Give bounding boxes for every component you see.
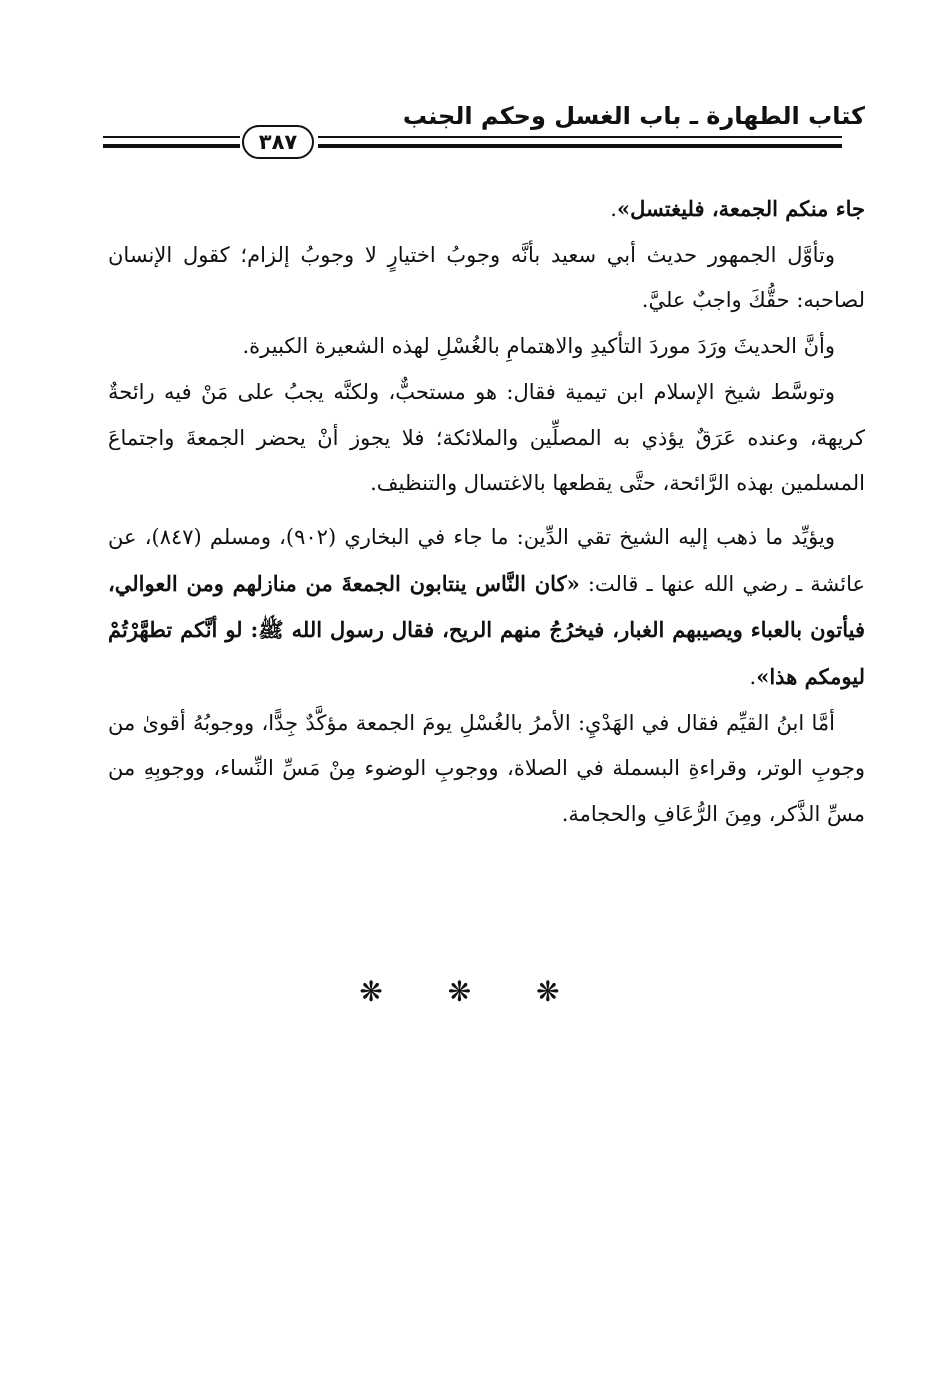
header-rule-right (318, 136, 842, 148)
paragraph-emphasis: وأنَّ الحديثَ ورَدَ موردَ التأكيدِ والاهتمامِ بالغُسْلِ لهذه الشعيرة الكبيرة. (242, 334, 835, 359)
aisha-hadith-quote: «كان النَّاس ينتابون الجمعةَ من منازلهم ومن العوالي، فيأتون بالعباء ويصيبهم الغبار، فيخرُجُ منهم الريح، فقال رسول الله ﷺ: لو أنَّكم تطهَّرْتُمْ ليومكم هذا» (108, 570, 865, 690)
hadith-quote-end: جاء منكم الجمعة، فليغتسل» (616, 196, 865, 221)
paragraph-hadith-end (108, 186, 865, 233)
paragraph-ibn-taymiyyah: وتوسَّط شيخ الإسلام ابن تيمية فقال: هو مستحبٌّ، ولكنَّه يجبُ على مَنْ فيه رائحةٌ كريهة، وعنده عَرَقٌ يؤذي به المصلِّين والملائكة؛ فلا يجوز أنْ يحضر الجمعةَ واجتماعَ المسلمين بهذه الرَّائحة، حتَّى يقطعها بالاغتسال والتنظيف. (108, 379, 865, 496)
paragraph-majority-interpretation: وتأوَّل الجمهور حديث أبي سعيد بأنَّه وجوبُ اختيارٍ لا وجوبُ إلزام؛ كقول الإنسان لصاحبه: حقُّكَ واجبٌ عليَّ. (108, 242, 865, 313)
body-text (108, 186, 865, 838)
paragraph-aisha-hadith (108, 515, 865, 701)
header-rule-left (103, 136, 240, 148)
running-header-title: كتاب الطهارة ـ باب الغسل وحكم الجنب (402, 102, 865, 130)
section-separator-stars: ❋ ❋ ❋ (359, 975, 588, 1008)
page-number-badge: ٣٨٧ (242, 125, 314, 159)
paragraph-period: . (610, 197, 617, 221)
paragraph-period: . (749, 665, 757, 690)
aisha-hadith-intro: ويؤيِّد ما ذهب إليه الشيخ تقي الدِّين: ما جاء في البخاري (٩٠٢)، ومسلم (٨٤٧)، عن عائشة ـ رضي الله عنها ـ قالت: (108, 524, 865, 596)
paragraph-ibn-al-qayyim: أمَّا ابنُ القيِّم فقال في الهَدْيِ: الأمرُ بالغُسْلِ يومَ الجمعة مؤكَّدٌ جِدًّا، ووجوبُهُ أقوىٰ من وجوبِ الوتر، وقراءةِ البسملة في الصلاة، ووجوبِ الوضوء مِنْ مَسِّ النِّساء، ووجوبِهِ من مسِّ الذَّكر، ومِنَ الرُّعَافِ والحجامة. (108, 710, 865, 827)
